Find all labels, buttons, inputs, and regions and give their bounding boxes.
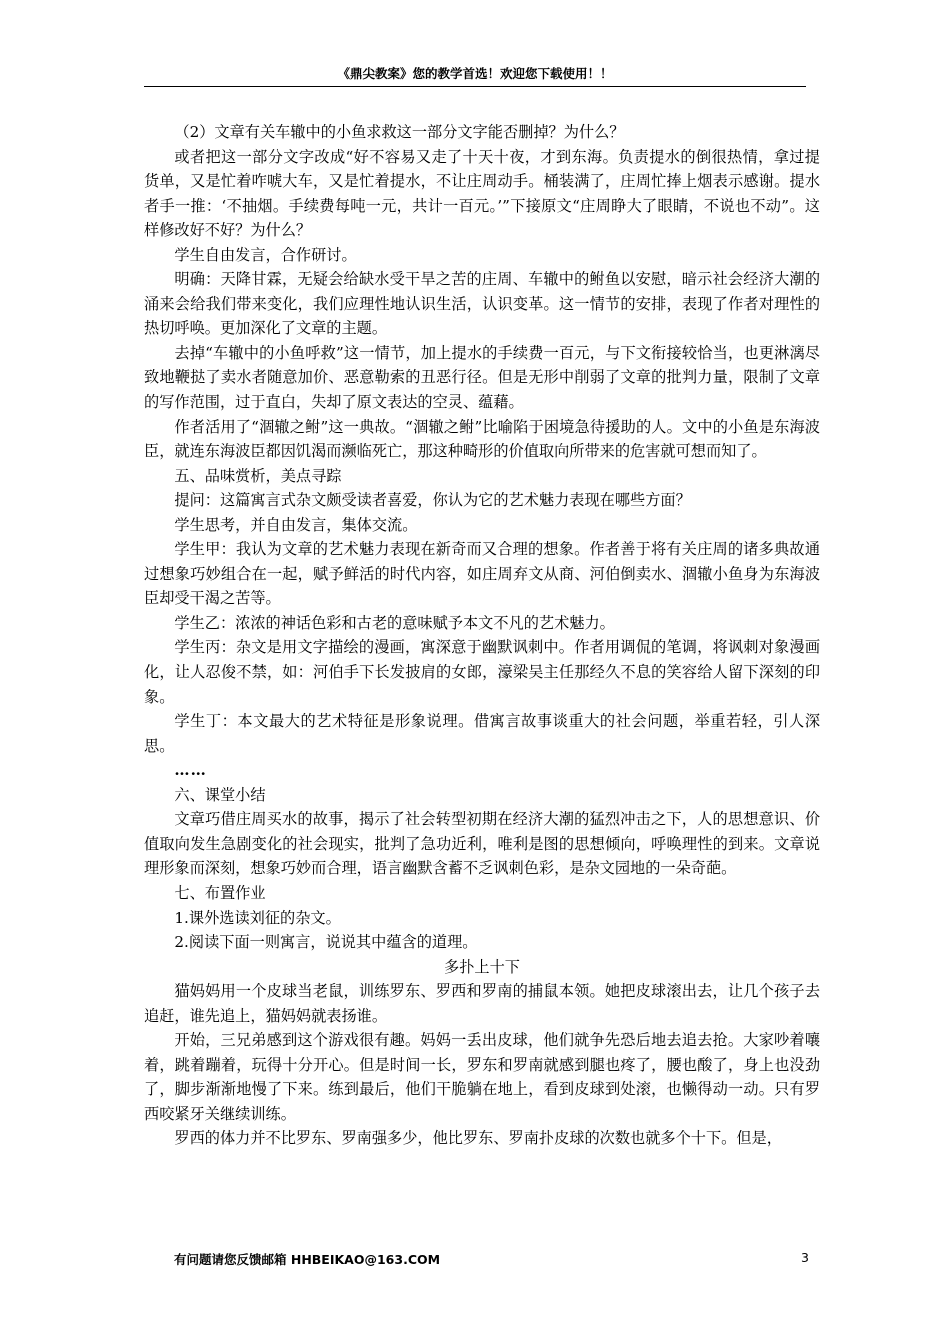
fable-title: 多扑上十下 xyxy=(444,957,520,976)
paragraph: 提问：这篇寓言式杂文颇受读者喜爱，你认为它的艺术魅力表现在哪些方面？ xyxy=(174,491,691,510)
paragraph: 学生丁：本文最大的艺术特征是形象说理。借寓言故事谈重大的社会问题，举重若轻，引人深思。 xyxy=(144,712,820,755)
paragraph: 学生乙：浓浓的神话色彩和古老的意味赋予本文不凡的艺术魅力。 xyxy=(174,613,615,632)
feedback-email: 有问题请您反馈邮箱 HHBEIKAO@163.COM xyxy=(174,1252,441,1267)
paragraph: 明确：天降甘霖，无疑会给缺水受干旱之苦的庄周、车辙中的鲋鱼以安慰，暗示社会经济大潮的涌来会给我们带来变化，我们应理性地认识生活，认识变革。这一情节的安排，表现了作者对理性的热切呼唤。更加深化了文章的主题。 xyxy=(144,270,820,338)
paragraph: 学生自由发言，合作研讨。 xyxy=(174,245,357,264)
section-heading: 七、布置作业 xyxy=(174,883,266,902)
paragraph: 作者活用了“涸辙之鲋”这一典故。“涸辙之鲋”比喻陷于困境急待援助的人。文中的小鱼是东海波臣，就连东海波臣都因饥渴而濒临死亡，那这种畸形的价值取向所带来的危害就可想而知了。 xyxy=(144,417,820,461)
paragraph: 学生丙：杂文是用文字描绘的漫画，寓深意于幽默讽刺中。作者用调侃的笔调，将讽刺对象漫画化，让人忍俊不禁，如：河伯手下长发披肩的女郎，濠梁吴主任那经久不息的笑容给人留下深刻的印象。 xyxy=(144,638,820,706)
paragraph: 或者把这一部分文字改成“好不容易又走了十天十夜，才到东海。负责提水的倒很热情，拿过提货单，又是忙着咋唬大车，又是忙着提水，不让庄周动手。桶装满了，庄周忙捧上烟表示感谢。提水者手一推：‘不抽烟。手续费每吨一元，共计一百元。’”下接原文“庄周睁大了眼睛，不说也不动”。这样修改好不好？为什么？ xyxy=(144,147,820,240)
section-heading: 五、品味赏析，美点寻踪 xyxy=(174,466,342,485)
paragraph: （2）文章有关车辙中的小鱼求救这一部分文字能否删掉？为什么？ xyxy=(174,123,625,141)
section-heading: 六、课堂小结 xyxy=(174,785,266,804)
page-footer xyxy=(174,1250,809,1270)
paragraph: 学生甲：我认为文章的艺术魅力表现在新奇而又合理的想象。作者善于将有关庄周的诸多典故通过想象巧妙组合在一起，赋予鲜活的时代内容，如庄周弃文从商、河伯倒卖水、涸辙小鱼身为东海波臣却受干渴之苦等。 xyxy=(144,540,820,608)
paragraph: 罗西的体力并不比罗东、罗南强多少，他比罗东、罗南扑皮球的次数也就多个十下。但是， xyxy=(174,1129,782,1148)
paragraph: 猫妈妈用一个皮球当老鼠，训练罗东、罗西和罗南的捕鼠本领。她把皮球滚出去，让几个孩子去追赶，谁先追上，猫妈妈就表扬谁。 xyxy=(144,982,820,1025)
homework-item: 1.课外选读刘征的杂文。 xyxy=(174,908,341,927)
homework-item: 2.阅读下面一则寓言，说说其中蕴含的道理。 xyxy=(174,933,478,952)
page-number: 3 xyxy=(801,1250,809,1265)
paragraph: 去掉“车辙中的小鱼呼救”这一情节，加上提水的手续费一百元，与下文衔接较恰当，也更淋漓尽致地鞭挞了卖水者随意加价、恶意勒索的丑恶行径。但是无形中削弱了文章的批判力量，限制了文章的写作范围，过于直白，失却了原文表达的空灵、蕴藉。 xyxy=(144,343,820,412)
ellipsis: …… xyxy=(174,761,207,780)
page-header: 《鼎尖教案》您的教学首选！欢迎您下载使用！！ xyxy=(144,64,806,87)
paragraph: 开始，三兄弟感到这个游戏很有趣。妈妈一丢出皮球，他们就争先恐后地去追去抢。大家吵着嚷着，跳着蹦着，玩得十分开心。但是时间一长，罗东和罗南就感到腿也疼了，腰也酸了，身上也没劲了，脚步渐渐地慢了下来。练到最后，他们干脆躺在地上，看到皮球到处滚，也懒得动一动。只有罗西咬紧牙关继续训练。 xyxy=(144,1031,820,1123)
paragraph: 学生思考，并自由发言，集体交流。 xyxy=(174,515,418,534)
document-body xyxy=(144,120,820,1151)
paragraph: 文章巧借庄周买水的故事，揭示了社会转型初期在经济大潮的猛烈冲击之下，人的思想意识、价值取向发生急剧变化的社会现实，批判了急功近利，唯利是图的思想倾向，呼唤理性的到来。文章说理形象而深刻，想象巧妙而合理，语言幽默含蓄不乏讽刺色彩，是杂文园地的一朵奇葩。 xyxy=(144,810,820,878)
